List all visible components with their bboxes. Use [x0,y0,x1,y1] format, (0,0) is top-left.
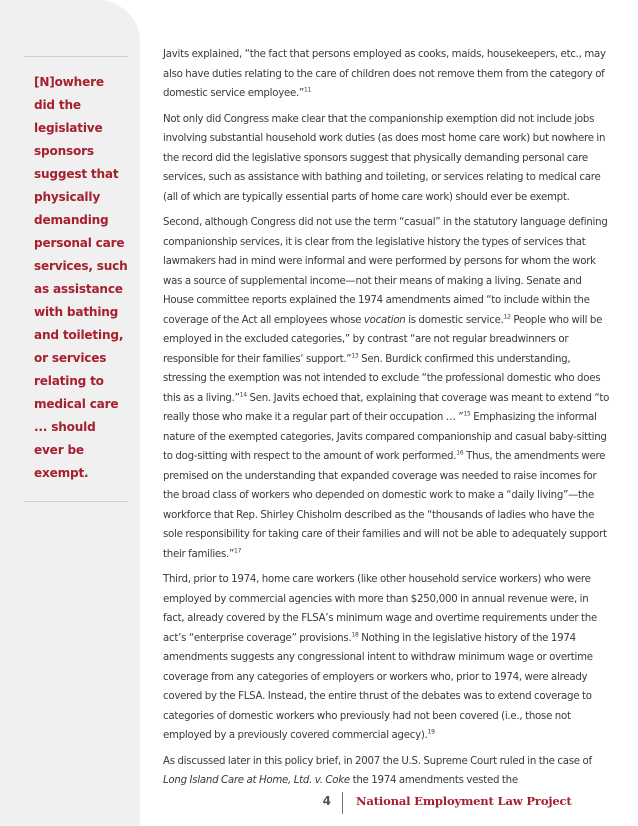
footnote-ref[interactable]: 15 [463,410,471,418]
paragraph-2: Not only did Congress make clear that the companionship exemption did not include jobs involving substantial household work duties (as does most home care work) but nowhere in the record did the legislative sponsors suggest that physically demanding personal care services, such as assistance with bathing and toileting, or services relating to medical care (all of which are typically essential parts of home care work) should ever be exempt. [163,113,606,203]
emphasis: vocation [363,314,406,326]
sidebar-panel [0,0,140,826]
pull-quote-text: [N]owhere did the legislative sponsors suggest that physically demanding personal care services, such as assistance with bathing and toileting, or services relating to medical care ... should ever be exempt. [34,75,128,480]
paragraph-3: Second, although Congress did not use the term “casual” in the statutory language defining companionship services, it is clear from the legislative history the types of services that lawmakers had in mind were informal and were performed by persons for whom the work was a source of supplemental income—not their means of making a living. Senate and House committee reports explained the 1974 amendments aimed “to include within the coverage of the Act all employees whose vocation is domestic service.$^{12}$ People who will be employed in the excluded categories,” by contrast “are not regular breadwinners or responsible for their families’ support.”$^{13}$ Sen. Burdick confirmed this understanding, stressing the exemption was not intended to exclude “the professional domestic who does this as a living.”$^{14}$ Sen. Javits echoed that, explaining that coverage was meant to extend “to really those who make it a regular part of their occupation … ”$^{15}$ Emphasizing the informal nature of the exempted categories, Javits compared companionship and casual baby-sitting to dog-sitting with respect to the amount of work performed.$^{16}$ Thus, the amendments were premised on the understanding that expanded coverage was needed to raise incomes for the broad class of workers who depended on domestic work to make a “daily living”—the workforce that Rep. Shirley Chisholm described as the “thousands of ladies who have the sole responsibility for taking care of their families and will not be able to adequately support their families.”$^{17}$ [163,217,610,560]
footnote-ref[interactable]: 19 [427,728,435,736]
footnote-ref[interactable]: 17 [234,547,242,555]
page-footer [0,790,638,820]
organization-name: National Employment Law Project [356,794,572,808]
footer-divider [342,792,343,814]
footnote-ref[interactable]: 16 [456,449,464,457]
footnote-ref[interactable]: 14 [239,391,247,399]
footnote-ref[interactable]: 11 [304,86,312,94]
footnote-ref[interactable]: 13 [351,352,359,360]
page-number: 4 [322,794,331,808]
paragraph-5: As discussed later in this policy brief, in 2007 the U.S. Supreme Court ruled in the case of Long Island Care at Home, Ltd. v. Coke the 1974 amendments vested the [163,755,592,786]
case-name: Long Island Care at Home, Ltd. v. Coke [163,775,350,786]
body-text [163,45,611,797]
paragraph-1: Javits explained, “the fact that persons employed as cooks, maids, housekeepers, etc., may also have duties relating to the care of children does not remove them from the category of domestic service employee.”$^{11}$ [163,49,606,99]
paragraph-4: Third, prior to 1974, home care workers (like other household service workers) who were employed by commercial agencies with more than $250,000 in annual revenue were, in fact, already covered by the FLSA’s minimum wage and overtime requirements under the act’s “enterprise coverage” provisions.$^{18}$ Nothing in the legislative history of the 1974 amendments suggests any congressional intent to withdraw minimum wage or overtime coverage from any categories of employers or workers who, prior to 1974, were already covered by the FLSA. Instead, the entire thrust of the debates was to extend coverage to categories of domestic workers who previously had not been covered (i.e., those not employed by a previously covered commercial agecy).$^{19}$ [163,574,597,741]
pull-quote [24,56,128,502]
footnote-ref[interactable]: 12 [503,313,511,321]
footnote-ref[interactable]: 18 [351,631,359,639]
